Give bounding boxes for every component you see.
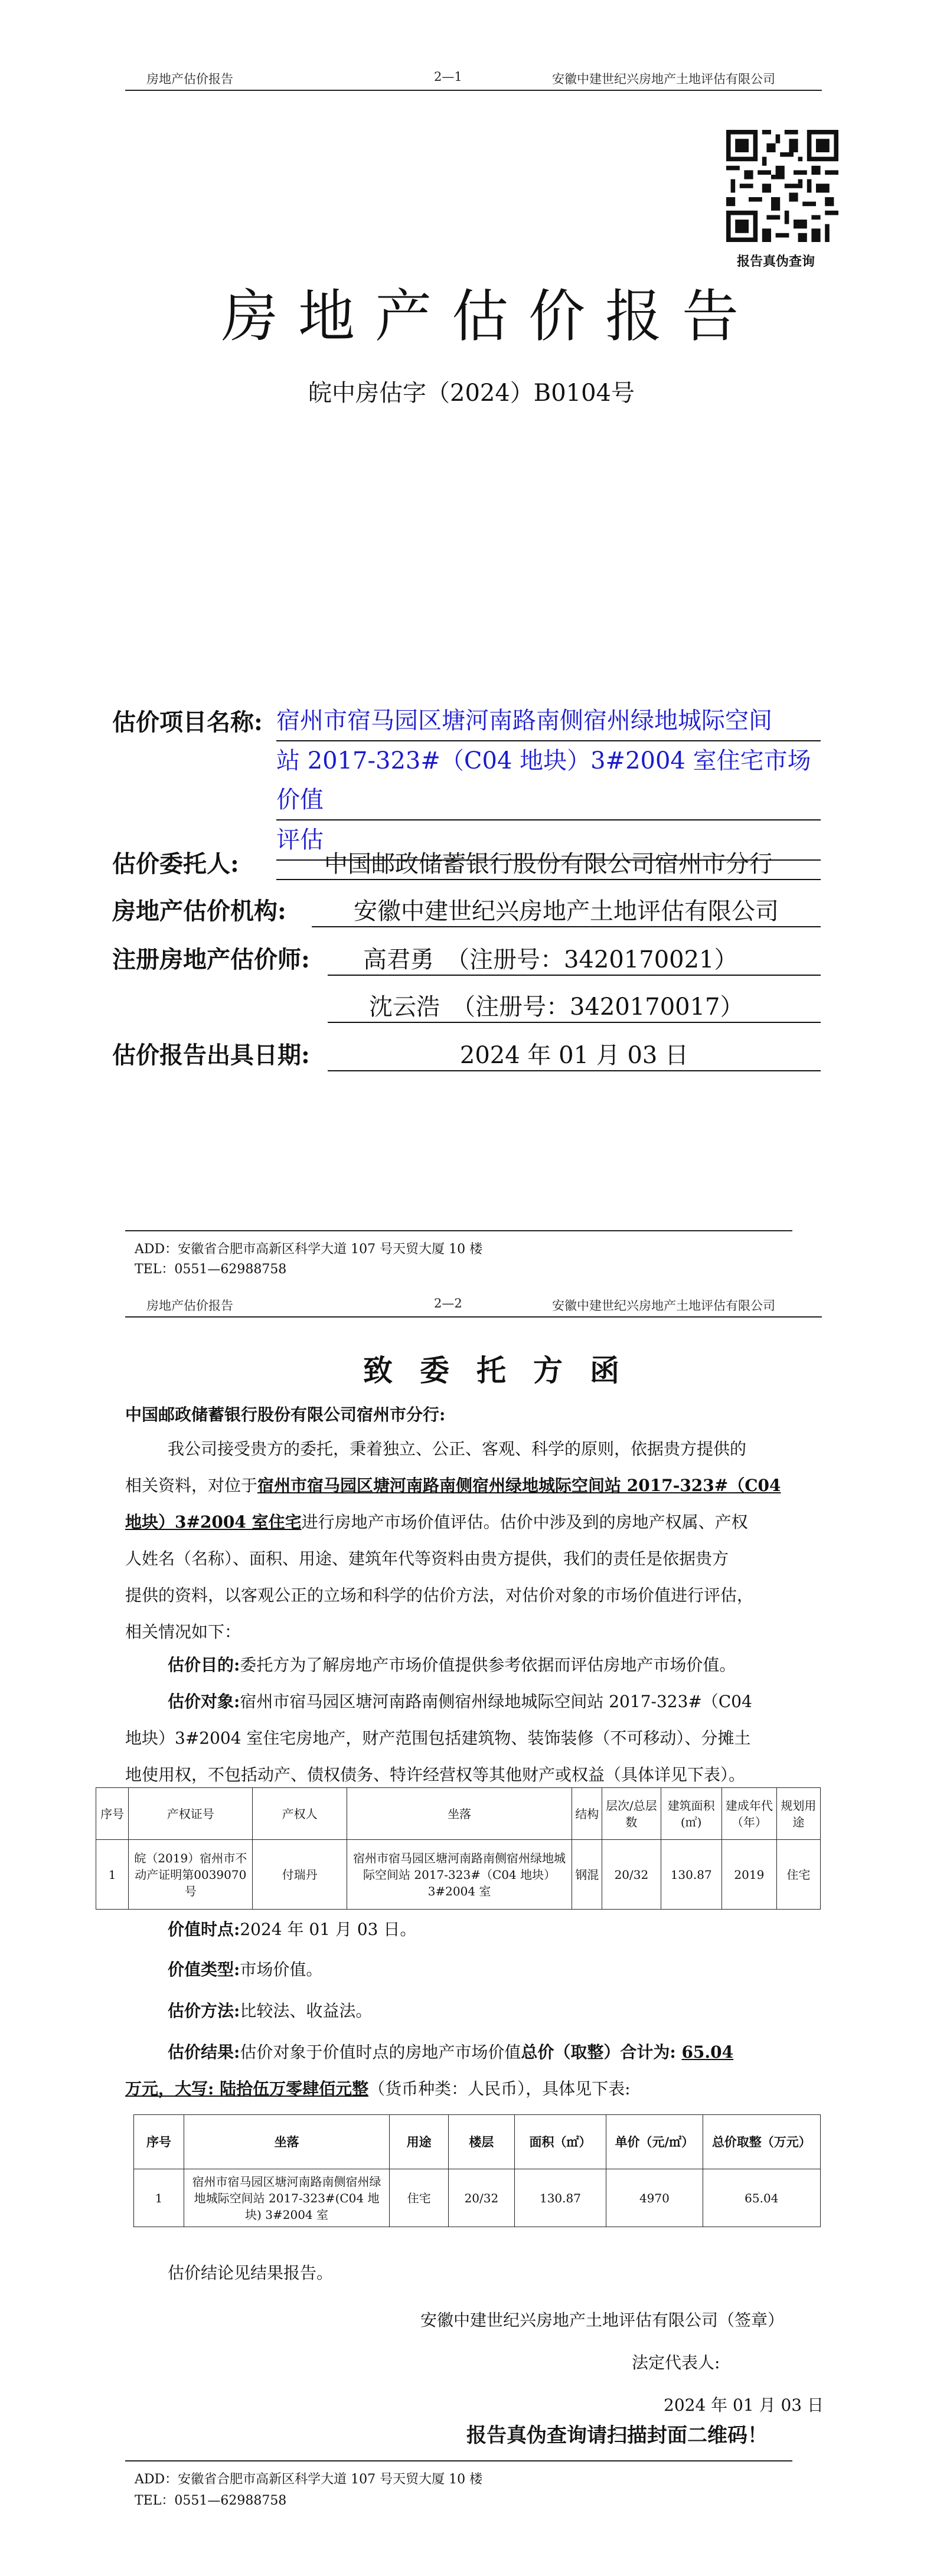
qr-code-icon[interactable] <box>726 130 838 242</box>
page2-footer-address: ADD：安徽省合肥市高新区科学大道 107 号天贸大厦 10 楼 <box>135 2472 483 2487</box>
col-owner: 产权人 <box>253 1788 347 1840</box>
result-text-2: （货币种类：人民币），具体见下表: <box>368 2079 631 2098</box>
rcol-total: 总价取整（万元） <box>703 2115 820 2169</box>
method-label: 估价方法: <box>168 2001 240 2021</box>
col-use: 规划用途 <box>776 1788 820 1840</box>
value-type-text: 市场价值。 <box>240 1960 323 1979</box>
property-table-header <box>96 1788 821 1840</box>
intro-line-4: 人姓名（名称）、面积、用途、建筑年代等资料由贵方提供，我们的责任是依据贵方 <box>125 1549 729 1568</box>
cover-title: 房地产估价报告 <box>221 283 759 349</box>
qr-label: 报告真伪查询 <box>737 254 815 269</box>
col-cert: 产权证号 <box>129 1788 253 1840</box>
agency-label: 房地产估价机构: <box>112 897 286 925</box>
cell-area: 130.87 <box>661 1840 721 1910</box>
value-date-row <box>168 1911 416 1948</box>
rcol-floor: 楼层 <box>449 2115 515 2169</box>
cell-use: 住宅 <box>776 1840 820 1910</box>
letter-intro <box>125 1431 822 1650</box>
purpose-text: 委托方为了解房地产市场价值提供参考依据而评估房地产市场价值。 <box>240 1655 736 1675</box>
sign-company: 安徽中建世纪兴房地产土地评估有限公司（签章） <box>420 2310 785 2330</box>
property-table <box>96 1787 821 1910</box>
object-text-1: 宿州市宿马园区塘河南路南侧宿州绿地城际空间站 2017-323#（C04 <box>240 1692 752 1711</box>
page1-header-right: 安徽中建世纪兴房地产土地评估有限公司 <box>552 72 775 86</box>
intro-line-2-pre: 相关资料，对位于 <box>125 1476 258 1495</box>
intro-line-3-rest: 进行房地产市场价值评估。估价中涉及到的房地产权属、产权 <box>301 1512 748 1532</box>
cell-owner: 付瑞丹 <box>253 1840 347 1910</box>
client-label: 估价委托人: <box>112 850 239 878</box>
result-line-2 <box>125 2071 822 2107</box>
rcell-area: 130.87 <box>514 2169 606 2227</box>
page1-header-left: 房地产估价报告 <box>146 72 233 86</box>
report-date-value: 2024 年 01 月 03 日 <box>328 1037 821 1071</box>
verify-note: 报告真伪查询请扫描封面二维码！ <box>466 2424 768 2447</box>
intro-line-5: 提供的资料，以客观公正的立场和科学的估价方法，对估价对象的市场价值进行评估， <box>125 1586 754 1605</box>
page1-footer-rule <box>125 1230 792 1231</box>
rcol-location: 坐落 <box>184 2115 389 2169</box>
cell-no: 1 <box>96 1840 129 1910</box>
page2-header-rule <box>125 1316 822 1318</box>
col-location: 坐落 <box>347 1788 572 1840</box>
intro-line-1: 我公司接受贵方的委托，秉着独立、公正、客观、科学的原则，依据贵方提供的 <box>168 1439 747 1459</box>
appraiser-2: 沈云浩 （注册号：3420170017） <box>328 988 821 1023</box>
rcol-no: 序号 <box>134 2115 184 2169</box>
purpose-label: 估价目的: <box>168 1655 240 1675</box>
col-floor: 层次/总层数 <box>602 1788 661 1840</box>
result-table <box>133 2114 821 2227</box>
result-table-header <box>134 2115 821 2169</box>
result-label: 估价结果: <box>168 2042 240 2062</box>
rcol-area: 面积（㎡） <box>514 2115 606 2169</box>
result-block <box>125 2034 822 2107</box>
rcell-use: 住宅 <box>390 2169 449 2227</box>
letter-title: 致委托方函 <box>363 1353 647 1388</box>
appraiser-label: 注册房地产估价师: <box>112 946 310 973</box>
object-line-1 <box>125 1683 822 1720</box>
col-structure: 结构 <box>572 1788 602 1840</box>
object-line-2: 地块）3#2004 室住宅房地产，财产范围包括建筑物、装饰装修（不可移动）、分摊土 <box>125 1728 751 1748</box>
rcell-floor: 20/32 <box>449 2169 515 2227</box>
method-row <box>168 1993 372 2029</box>
col-no: 序号 <box>96 1788 129 1840</box>
page1-header-page: 2—1 <box>434 70 462 84</box>
project-line-3: 评估 <box>276 820 821 861</box>
report-date-label: 估价报告出具日期: <box>112 1041 310 1069</box>
intro-line-2 <box>125 1467 822 1504</box>
intro-line-3 <box>125 1504 822 1541</box>
cell-structure: 钢混 <box>572 1840 602 1910</box>
rcol-use: 用途 <box>390 2115 449 2169</box>
report-number: 皖中房估字（2024）B0104号 <box>308 380 635 407</box>
cell-year: 2019 <box>721 1840 776 1910</box>
col-year: 建成年代（年） <box>721 1788 776 1840</box>
sign-representative: 法定代表人: <box>632 2353 720 2372</box>
object-block <box>125 1683 822 1793</box>
result-amount: 65.04 <box>681 2042 734 2062</box>
project-value <box>276 701 821 861</box>
rcell-no: 1 <box>134 2169 184 2227</box>
page2-header-left: 房地产估价报告 <box>146 1299 233 1313</box>
cell-floor: 20/32 <box>602 1840 661 1910</box>
purpose-row <box>168 1647 736 1683</box>
value-type-label: 价值类型: <box>168 1960 240 1979</box>
conclusion-note: 估价结论见结果报告。 <box>168 2263 334 2283</box>
table-row <box>134 2169 821 2227</box>
page1-header-rule <box>125 90 822 91</box>
method-text: 比较法、收益法。 <box>240 2001 373 2021</box>
intro-line-2-address: 宿州市宿马园区塘河南路南侧宿州绿地城际空间站 2017-323#（C04 <box>257 1476 781 1495</box>
value-date-label: 价值时点: <box>168 1920 240 1939</box>
letter-salutation: 中国邮政储蓄银行股份有限公司宿州市分行: <box>125 1405 446 1424</box>
rcell-location: 宿州市宿马园区塘河南路南侧宿州绿地城际空间站 2017-323#(C04 地块) 3#2004 室 <box>184 2169 389 2227</box>
intro-line-3-address: 地块）3#2004 室住宅 <box>125 1512 302 1532</box>
project-label: 估价项目名称: <box>112 708 263 736</box>
appraiser-1: 高君勇 （注册号：3420170021） <box>328 941 821 976</box>
result-text-1-bold: 总价（取整）合计为: <box>521 2042 682 2062</box>
cell-cert: 皖（2019）宿州市不动产证明第0039070号 <box>129 1840 253 1910</box>
col-area: 建筑面积(㎡) <box>661 1788 721 1840</box>
client-value: 中国邮政储蓄银行股份有限公司宿州市分行 <box>276 845 821 880</box>
page1-footer-address: ADD：安徽省合肥市高新区科学大道 107 号天贸大厦 10 楼 <box>135 1242 483 1257</box>
rcell-price: 4970 <box>606 2169 703 2227</box>
page1-footer-tel: TEL：0551—62988758 <box>135 1262 287 1277</box>
project-line-1: 宿州市宿马园区塘河南路南侧宿州绿地城际空间 <box>276 701 821 741</box>
intro-line-6: 相关情况如下： <box>125 1622 241 1642</box>
value-type-row <box>168 1951 322 1988</box>
object-line-3: 地使用权，不包括动产、债权债务、特许经营权等其他财产或权益（具体详见下表）。 <box>125 1765 746 1784</box>
rcol-price: 单价（元/㎡） <box>606 2115 703 2169</box>
project-line-2: 站 2017-323#（C04 地块）3#2004 室住宅市场价值 <box>276 741 821 820</box>
cell-location: 宿州市宿马园区塘河南路南侧宿州绿地城际空间站 2017-323#（C04 地块）3#2004 室 <box>347 1840 572 1910</box>
page2-footer-tel: TEL：0551—62988758 <box>135 2493 287 2508</box>
page2-header-right: 安徽中建世纪兴房地产土地评估有限公司 <box>552 1299 775 1313</box>
sign-date: 2024 年 01 月 03 日 <box>664 2395 824 2415</box>
result-text-1: 估价对象于价值时点的房地产市场价值 <box>240 2042 521 2062</box>
value-date-text: 2024 年 01 月 03 日。 <box>240 1920 417 1939</box>
page2-header-page: 2—2 <box>434 1296 462 1310</box>
object-label: 估价对象: <box>168 1692 240 1711</box>
agency-value: 安徽中建世纪兴房地产土地评估有限公司 <box>312 893 821 927</box>
result-unit: 万元，大写: <box>125 2079 220 2098</box>
rcell-total: 65.04 <box>703 2169 820 2227</box>
table-row <box>96 1840 821 1910</box>
page2-footer-rule <box>125 2460 792 2461</box>
result-line-1 <box>125 2034 822 2071</box>
result-amount-words: 陆拾伍万零肆佰元整 <box>220 2079 369 2098</box>
